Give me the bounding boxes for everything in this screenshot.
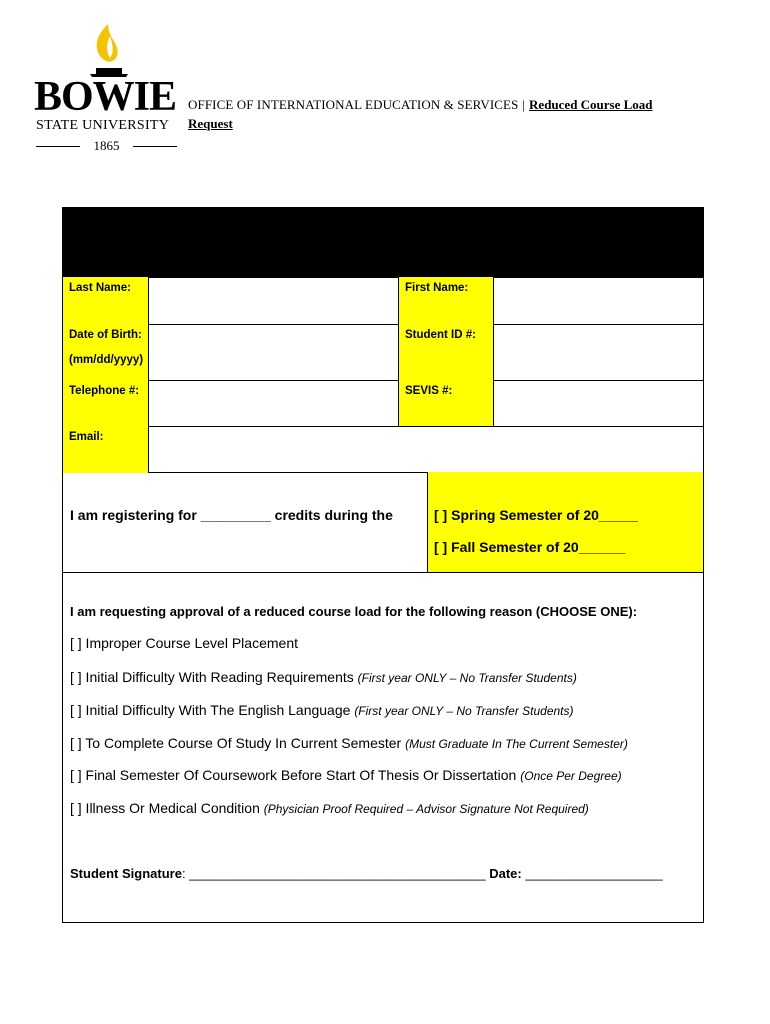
sevis-field[interactable] bbox=[493, 380, 704, 427]
student-id-field[interactable] bbox=[493, 324, 704, 381]
reason-note: (First year ONLY – No Transfer Students) bbox=[354, 704, 574, 718]
office-name: OFFICE OF INTERNATIONAL EDUCATION & SERVICES bbox=[188, 97, 519, 112]
reason-text: [ ] Final Semester Of Coursework Before Start Of Thesis Or Dissertation bbox=[70, 767, 517, 783]
reason-option[interactable] bbox=[70, 800, 589, 816]
telephone-label: Telephone #: bbox=[69, 385, 140, 397]
dob-label: Date of Birth: bbox=[69, 329, 142, 341]
reason-text: [ ] Illness Or Medical Condition bbox=[70, 800, 260, 816]
signature-label: Student Signature bbox=[70, 866, 182, 881]
first-name-field[interactable] bbox=[493, 277, 704, 325]
registration-statement: I am registering for _________ credits during the bbox=[70, 507, 393, 523]
student-id-label-cell bbox=[399, 324, 494, 380]
reason-text: [ ] Initial Difficulty With The English Language bbox=[70, 702, 351, 718]
reason-option[interactable] bbox=[70, 735, 628, 751]
signature-line[interactable]: : _________________________________________ bbox=[181, 866, 486, 881]
reasons-heading: I am requesting approval of a reduced course load for the following reason (CHOOSE ONE): bbox=[70, 604, 638, 619]
reason-note: (Once Per Degree) bbox=[520, 769, 622, 783]
date-line[interactable]: ___________________ bbox=[521, 866, 663, 881]
telephone-label-cell bbox=[63, 380, 149, 427]
university-logo bbox=[34, 22, 184, 157]
email-label: Email: bbox=[69, 431, 104, 443]
reason-note: (First year ONLY – No Transfer Students) bbox=[357, 671, 577, 685]
reason-text: [ ] To Complete Course Of Study In Current Semester bbox=[70, 735, 402, 751]
first-name-label: First Name: bbox=[405, 282, 469, 294]
flame-icon bbox=[86, 22, 132, 78]
dob-label-cell bbox=[63, 324, 149, 380]
spring-semester-option[interactable]: [ ] Spring Semester of 20_____ bbox=[434, 507, 638, 523]
dob-format-label: (mm/dd/yyyy) bbox=[69, 354, 144, 366]
fall-semester-option[interactable]: [ ] Fall Semester of 20______ bbox=[434, 539, 626, 555]
email-field[interactable] bbox=[148, 426, 704, 473]
reason-option[interactable] bbox=[70, 702, 574, 718]
header-separator: | bbox=[522, 97, 526, 112]
reason-option[interactable] bbox=[70, 669, 577, 685]
telephone-field[interactable] bbox=[148, 380, 399, 427]
reason-note: (Must Graduate In The Current Semester) bbox=[405, 737, 628, 751]
reason-note: (Physician Proof Required – Advisor Signature Not Required) bbox=[263, 802, 589, 816]
last-name-label: Last Name: bbox=[69, 282, 131, 294]
dob-field[interactable] bbox=[148, 324, 399, 381]
document-header bbox=[188, 95, 688, 133]
signature-row bbox=[70, 866, 663, 881]
reason-text: [ ] Initial Difficulty With Reading Requirements bbox=[70, 669, 354, 685]
last-name-field[interactable] bbox=[148, 277, 399, 325]
student-id-label: Student ID #: bbox=[405, 329, 476, 341]
date-label: Date: bbox=[489, 866, 522, 881]
first-name-label-cell bbox=[399, 277, 494, 324]
sevis-label-cell bbox=[399, 380, 494, 427]
logo-wordmark: BOWIE bbox=[34, 74, 177, 120]
logo-year: 1865 bbox=[34, 138, 179, 154]
reason-option[interactable] bbox=[70, 767, 622, 783]
last-name-label-cell bbox=[63, 277, 149, 324]
reason-text: [ ] Improper Course Level Placement bbox=[70, 635, 298, 651]
document-title: Reduced Course Load Request bbox=[188, 97, 653, 131]
sevis-label: SEVIS #: bbox=[405, 385, 453, 397]
reason-option[interactable] bbox=[70, 635, 298, 651]
form-banner bbox=[63, 208, 703, 278]
form-banner-text: TO BE COMPLETED THE STUDENT bbox=[267, 244, 503, 260]
logo-subtitle: STATE UNIVERSITY bbox=[36, 118, 170, 133]
email-label-cell bbox=[63, 426, 149, 473]
